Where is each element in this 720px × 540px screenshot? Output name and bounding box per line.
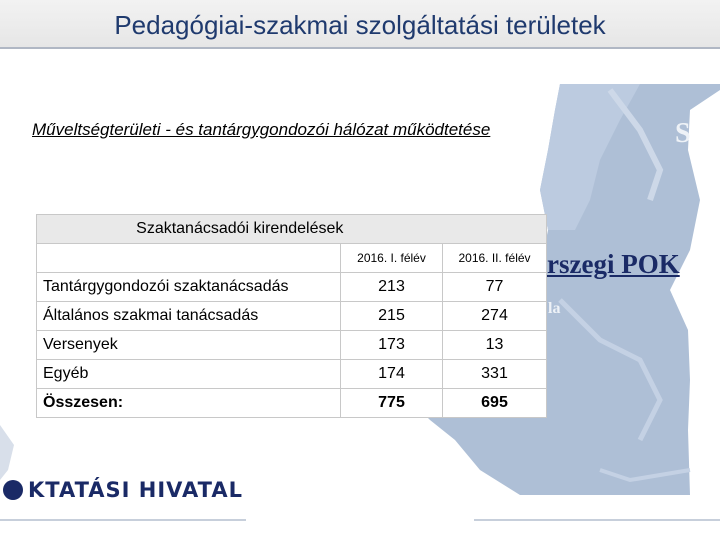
oktatasi-hivatal-logo bbox=[2, 478, 243, 502]
slide-subtitle: Műveltségterületi - és tantárgygondozói hálózat működtetése bbox=[32, 120, 491, 139]
table-row bbox=[37, 360, 547, 389]
logo-text: KTATÁSI HIVATAL bbox=[28, 478, 243, 502]
cell-value: 173 bbox=[341, 331, 443, 360]
cell-value: 775 bbox=[341, 389, 443, 418]
footer-divider-right bbox=[474, 519, 720, 521]
cell-value: 215 bbox=[341, 302, 443, 331]
footer-divider-left bbox=[0, 519, 246, 521]
table-row bbox=[37, 302, 547, 331]
cell-value: 331 bbox=[443, 360, 547, 389]
assignments-table bbox=[36, 214, 547, 418]
cell-value: 274 bbox=[443, 302, 547, 331]
cell-value: 13 bbox=[443, 331, 547, 360]
column-header: 2016. II. félév bbox=[443, 244, 547, 273]
cell-value: 695 bbox=[443, 389, 547, 418]
table-header-row bbox=[37, 244, 547, 273]
map-label-s: S bbox=[675, 118, 691, 149]
row-label: Általános szakmai tanácsadás bbox=[37, 302, 341, 331]
logo-circle-icon bbox=[2, 479, 24, 501]
table-caption-filler bbox=[443, 215, 547, 244]
table-total-row bbox=[37, 389, 547, 418]
row-label: Összesen: bbox=[37, 389, 341, 418]
map-coast-left bbox=[0, 425, 14, 480]
table-caption-row bbox=[37, 215, 547, 244]
row-label: Egyéb bbox=[37, 360, 341, 389]
row-label: Versenyek bbox=[37, 331, 341, 360]
header-empty-cell bbox=[37, 244, 341, 273]
cell-value: 213 bbox=[341, 273, 443, 302]
column-header: 2016. I. félév bbox=[341, 244, 443, 273]
table-row bbox=[37, 273, 547, 302]
table-row bbox=[37, 331, 547, 360]
slide-title: Pedagógiai-szakmai szolgáltatási területek bbox=[114, 10, 606, 40]
map-label-la: la bbox=[548, 300, 561, 317]
table-caption: Szaktanácsadói kirendelések bbox=[37, 215, 443, 244]
row-label: Tantárgygondozói szaktanácsadás bbox=[37, 273, 341, 302]
pok-label: rszegi POK bbox=[547, 249, 680, 279]
cell-value: 174 bbox=[341, 360, 443, 389]
cell-value: 77 bbox=[443, 273, 547, 302]
